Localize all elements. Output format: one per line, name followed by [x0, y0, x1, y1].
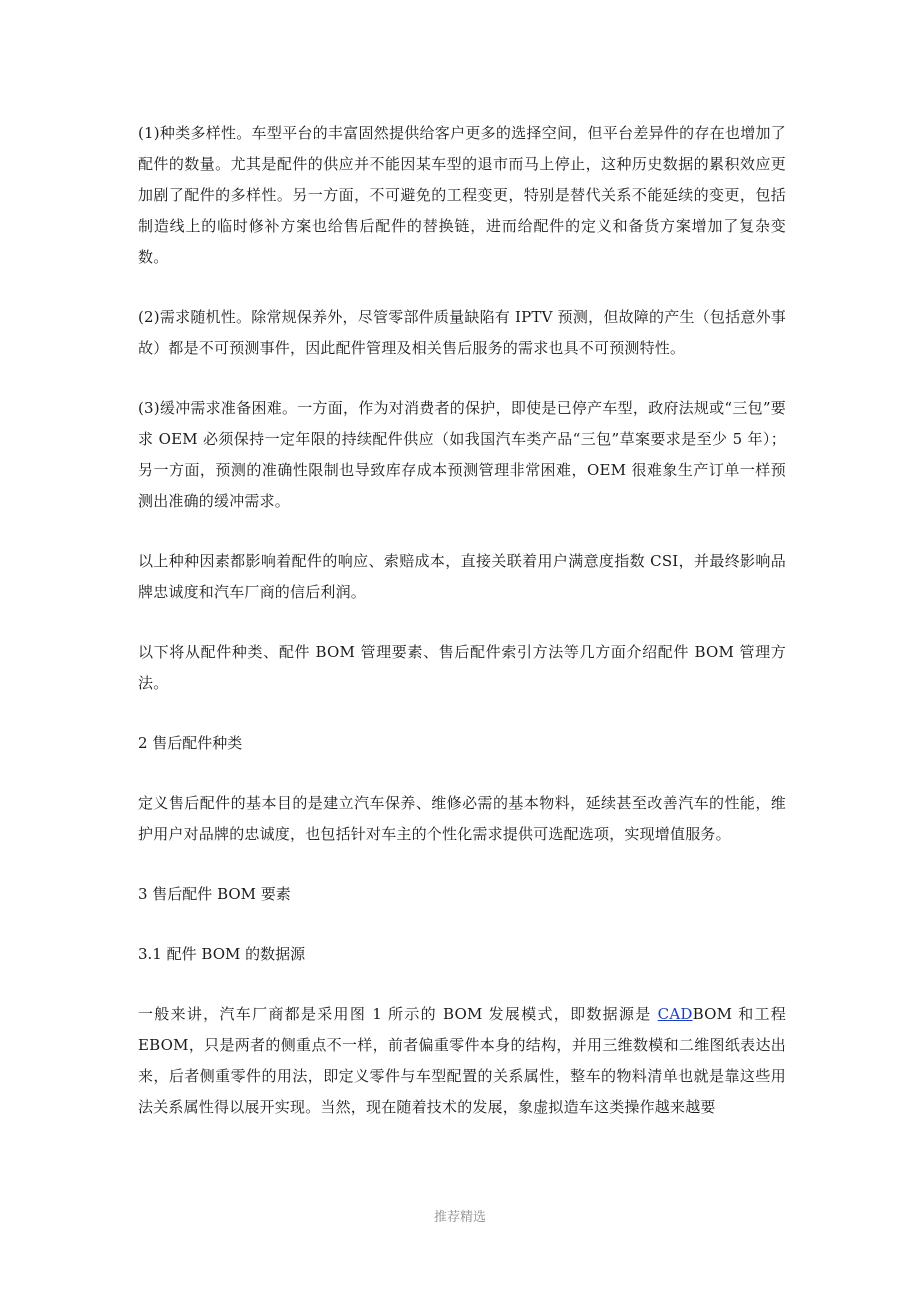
paragraph-demand-randomness: (2)需求随机性。除常规保养外，尽管零部件质量缺陷有 IPTV 预测，但故障的产生（包括意外事故）都是不可预测事件，因此配件管理及相关售后服务的需求也具不可预测特性。 [138, 308, 786, 357]
paragraph-parts-definition: 定义售后配件的基本目的是建立汽车保养、维修必需的基本物料，延续甚至改善汽车的性能，维护用户对品牌的忠诚度，也包括针对车主的个性化需求提供可选配选项，实现增值服务。 [138, 794, 786, 843]
document-body [138, 118, 786, 1152]
paragraph-text-before-link: 一般来讲，汽车厂商都是采用图 1 所示的 BOM 发展模式，即数据源是 [138, 1005, 658, 1023]
paragraph-bom-data-source [138, 999, 786, 1123]
paragraph-buffer-demand: (3)缓冲需求准备困难。一方面，作为对消费者的保护，即使是已停产车型，政府法规或“三包”要求 OEM 必须保持一定年限的持续配件供应（如我国汽车类产品“三包”草案要求是至少 5 年）；另一方面，预测的准确性限制也导致库存成本预测管理非常困难，OEM 很难象生产订单一样预测出准确的缓冲需求。 [138, 399, 786, 510]
paragraph-intro-methods: 以下将从配件种类、配件 BOM 管理要素、售后配件索引方法等几方面介绍配件 BOM 管理方法。 [138, 643, 786, 692]
cad-link[interactable]: CAD [657, 1005, 693, 1023]
section-heading-3: 3 售后配件 BOM 要素 [138, 885, 291, 903]
paragraph-text-after-link: BOM 和工程 EBOM，只是两者的侧重点不一样，前者偏重零件本身的结构，并用三维数模和二维图纸表达出来，后者侧重零件的用法，即定义零件与车型配置的关系属性，整车的物料清单也就是靠这些用法关系属性得以展开实现。当然，现在随着技术的发展，象虚拟造车这类操作越来越要 [138, 1005, 786, 1116]
paragraph-factors-summary: 以上种种因素都影响着配件的响应、索赔成本，直接关联着用户满意度指数 CSI，并最终影响品牌忠诚度和汽车厂商的信后利润。 [138, 552, 786, 601]
section-heading-3-1: 3.1 配件 BOM 的数据源 [138, 945, 306, 963]
section-heading-2: 2 售后配件种类 [138, 734, 243, 752]
paragraph-variety: (1)种类多样性。车型平台的丰富固然提供给客户更多的选择空间，但平台差异件的存在也增加了配件的数量。尤其是配件的供应并不能因某车型的退市而马上停止，这种历史数据的累积效应更加剧了配件的多样性。另一方面，不可避免的工程变更，特别是替代关系不能延续的变更，包括制造线上的临时修补方案也给售后配件的替换链，进而给配件的定义和备货方案增加了复杂变数。 [138, 124, 786, 266]
page-footer: 推荐精选 [433, 1210, 486, 1225]
